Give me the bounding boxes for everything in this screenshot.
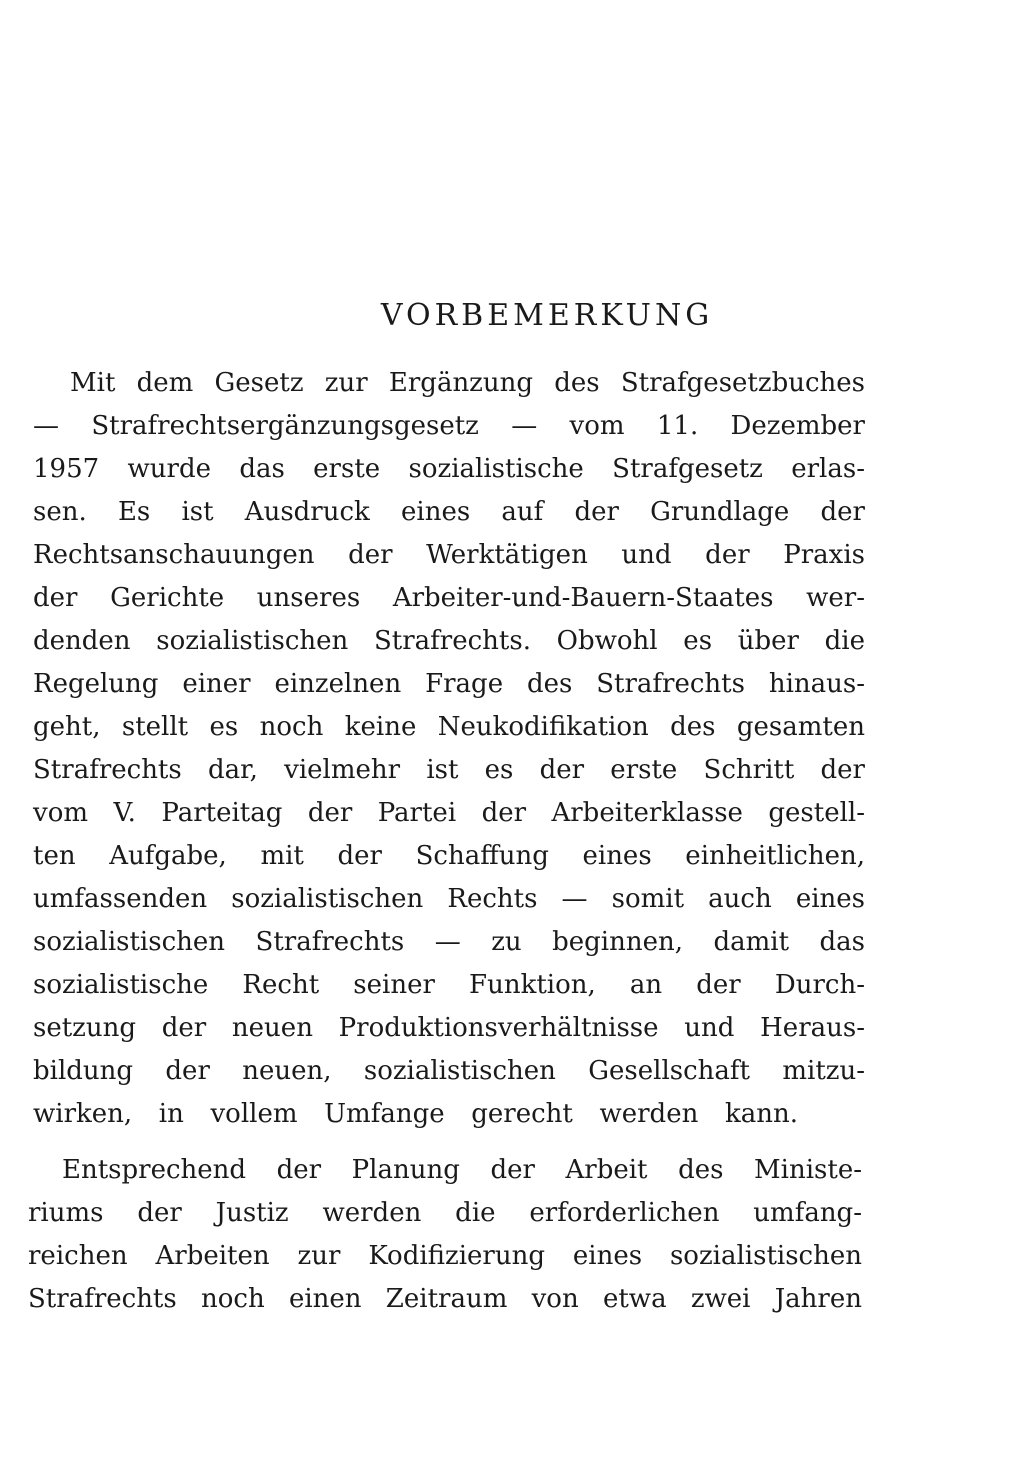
page-heading: VORBEMERKUNG [380,298,714,333]
document-page: VORBEMERKUNG Mit dem Gesetz zur Ergänzung des Strafgesetzbuches — Strafrechtsergänzungsgesetz — vom 11. Dezember 1957 wurde das erste sozialistische Strafgesetz erlas- sen. Es ist Ausdruck eines auf der Grundlage der Rechtsanschauungen der Werktätigen und der Praxis der Gerichte unseres Arbeiter-und-Bauern-Staates wer- denden sozialistischen Strafrechts. Obwohl es über die Regelung einer einzelnen Frage des Strafrechts hinaus- geht, stellt es noch keine Neukodifikation des gesamten Strafrechts dar, vielmehr ist es der erste Schritt der vom V. Parteitag der Partei der Arbeiterklasse gestell- ten Aufgabe, mit der Schaffung eines einheitlichen, umfassenden sozialistischen Rechts — somit auch eines sozialistischen Strafrechts — zu beginnen, damit das sozialistische Recht seiner Funktion, an der Durch- setzung der neuen Produktionsverhältnisse und Heraus- bildung der neuen, sozialistischen Gesellschaft mitzu- wirken, in vollem Umfange gerecht werden kann. Entsprechend der Planung der Arbeit des Ministe- riums der Justiz werden die erforderlichen umfang- reichen Arbeiten zur Kodifizierung eines sozialistischen Strafrechts noch einen Zeitraum von etwa zwei Jahren [0,0,1024,1474]
